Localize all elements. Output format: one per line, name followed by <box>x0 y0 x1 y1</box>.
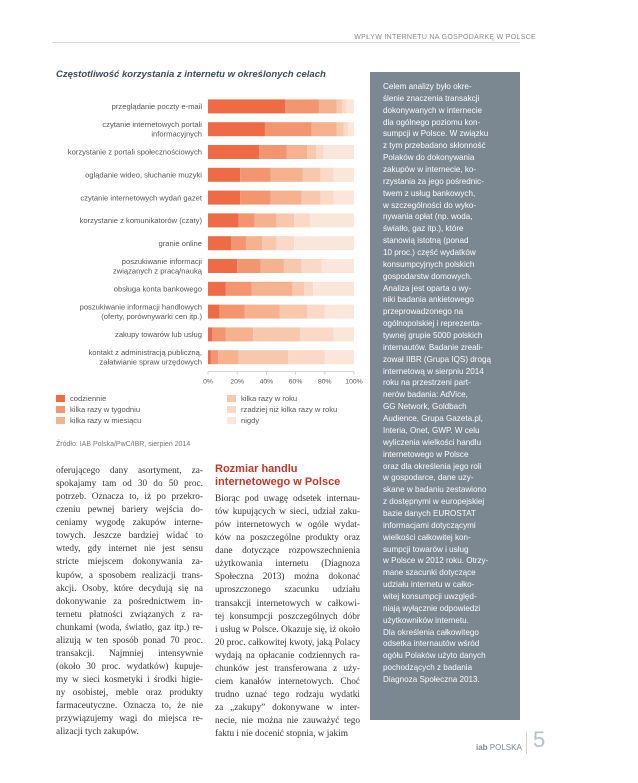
sidebar-line: ogółu Polaków użyto danych <box>383 651 486 661</box>
text-line: tów kupujących w sieci, udział zaku- <box>215 507 360 518</box>
category-label: informacyjnych <box>151 129 202 139</box>
x-tick-label: 100% <box>345 378 363 386</box>
brand-polska: POLSKA <box>487 743 522 752</box>
text-line: dokonywanie za pośrednictwem in- <box>56 596 203 607</box>
legend-label: nigdy <box>241 416 260 425</box>
sidebar-line: rzystania za jego pośrednic- <box>383 176 484 186</box>
bar-segment <box>348 122 354 136</box>
text-line: za „zakupy” dokonywane w inter- <box>215 703 360 713</box>
sidebar-line: konsumpcyjnych polskich <box>383 259 475 269</box>
bar-segment <box>237 259 260 273</box>
text-line: czeniu pewnej bariery wejścia do- <box>56 505 203 516</box>
text-line: dane dotyczące rozpowszechnienia <box>215 546 360 557</box>
sidebar-line: Celem analizy było okre- <box>383 82 472 91</box>
sidebar-line: mane szacunki dotyczące <box>383 568 476 578</box>
text-line: transakcji internetowych w całkowi- <box>215 598 360 609</box>
bar-segment <box>301 191 320 205</box>
text-line: ków na poszczególne produkty oraz <box>215 533 360 544</box>
text-line: uproszczonego szacunku udziału <box>215 585 360 596</box>
bar-segment <box>303 168 321 182</box>
legend-swatch <box>56 395 65 402</box>
bar-segment <box>255 213 277 227</box>
legend-swatch <box>227 406 236 413</box>
text-line: stricte miejscem dokonywania za- <box>56 557 203 568</box>
sidebar-line: Diagnoza Społeczna 2013. <box>383 674 480 684</box>
sidebar-line: nerów badania: AdVice, <box>383 390 468 400</box>
sidebar-line: z dostępnymi w europejskiej <box>383 497 485 507</box>
sidebar-text <box>383 81 491 686</box>
text-line: ny osobistej, meble oraz produkty <box>56 688 203 699</box>
sidebar-line: wielkości całkowitej kon- <box>383 532 471 542</box>
sidebar-line: oraz dla określenia jego roli <box>383 461 482 471</box>
bar-segment <box>245 305 280 319</box>
legend-label: rzadziej niż kilka razy w roku <box>241 405 338 414</box>
category-label: czytanie internetowych wydań gazet <box>80 193 202 203</box>
text-line: użytkowania internetu (Diagnoza <box>215 559 360 570</box>
bar-segment <box>208 145 259 159</box>
bar-segment <box>208 305 220 319</box>
text-line: alizują w ten sposób ponad 70 proc. <box>56 635 203 646</box>
category-label: granie online <box>158 238 202 248</box>
bar-segment <box>239 350 289 364</box>
text-line: ternetu płatności związanych z ra- <box>56 609 203 620</box>
text-line: tej konsumpcji poszczególnych dóbr <box>215 611 360 622</box>
bar-segment <box>287 145 307 159</box>
text-line: spokajamy tam od 30 do 50 proc. <box>56 479 203 490</box>
bar-segment <box>208 327 212 341</box>
sidebar-line: bazie danych EUROSTAT <box>383 508 476 518</box>
bar-segment <box>239 213 255 227</box>
text-line: potrzeb. Oznacza to, iż po przekro- <box>56 492 203 503</box>
bar-segment <box>265 122 312 136</box>
sidebar-line: sumpcji w Polsce. W związku <box>383 129 489 139</box>
sidebar-line: w Polsce w 2012 roku. Otrzy- <box>383 556 489 566</box>
bar-segment <box>347 99 354 113</box>
bar-segment <box>271 168 303 182</box>
bar-segment <box>285 99 319 113</box>
sidebar-line: internetowego w Polsce <box>383 449 469 459</box>
category-label: (oferty, porównywarki cen itp.) <box>101 312 202 322</box>
bar-segment <box>208 213 239 227</box>
category-label: załatwianie spraw urzędowych <box>99 357 202 367</box>
bar-segment <box>334 168 354 182</box>
legend-item <box>56 404 141 415</box>
bar-segment <box>334 191 354 205</box>
text-line: (około 30 proc. wydatków) kupuje- <box>56 661 203 672</box>
bar-segment <box>280 305 308 319</box>
legend-label: codziennie <box>70 394 107 403</box>
text-line: oferującego dany asortyment, za- <box>56 466 203 476</box>
bar-segment <box>320 191 333 205</box>
text-line: wydają na opłacanie codziennych ra- <box>215 650 360 661</box>
text-line: my w sieci kosmetyki i środki higie- <box>56 675 203 685</box>
bar-segment <box>294 236 354 250</box>
sidebar-line: zakupów w internecie, ko- <box>383 165 477 175</box>
legend-item <box>227 393 337 404</box>
text-line: akcji. Osoby, które decydują się na <box>56 583 203 594</box>
bar-segment <box>300 327 334 341</box>
sidebar-line: w szczególności do wyko- <box>383 200 477 210</box>
bar-segment <box>208 259 237 273</box>
text-line: 20 proc. całkowitej kwoty, jaką Polacy <box>215 637 360 648</box>
category-label: zakupy towarów lub usług <box>115 330 202 340</box>
bar-segment <box>293 282 305 296</box>
page-number: 5 <box>533 727 546 752</box>
category-label: przeglądanie poczty e-mail <box>111 102 202 112</box>
category-label: poszukiwanie informacji handlowych <box>79 302 202 312</box>
legend-swatch <box>56 406 65 413</box>
brand-iab: iab <box>476 743 488 752</box>
section-heading <box>215 463 340 489</box>
category-label: obsługa konta bankowego <box>113 284 202 294</box>
legend-label: kilka razy w tygodniu <box>70 405 141 414</box>
chart-title: Częstotliwość korzystania z internetu w określonych celach <box>56 69 326 80</box>
sidebar-line: Dla określenia całkowitego <box>383 627 479 637</box>
sidebar-line: Interia, Onet, GWP. W celu <box>383 425 480 435</box>
sidebar-line: skane w badaniu zestawiono <box>383 485 487 495</box>
legend-column <box>56 393 141 426</box>
sidebar-line: GG Network, Goldbach <box>383 402 467 412</box>
sidebar-line: ślenie znaczenia transakcji <box>383 93 480 103</box>
sidebar-line: w gospodarce, dane uzy- <box>383 473 474 483</box>
sidebar-line: niki badania ankietowego <box>383 295 474 305</box>
category-label: oglądanie wideo, słuchanie muzyki <box>85 170 202 180</box>
bar-segment <box>231 236 246 250</box>
sidebar-line: ogólnopolskiej i reprezenta- <box>383 319 482 329</box>
bar-segment <box>301 259 321 273</box>
category-label: związanych z pracą/nauką <box>112 266 202 276</box>
sidebar-line: Analiza jest oparta o wy- <box>383 283 472 293</box>
chart-source: Źródło: IAB Polska/PwC/IBR, sierpień 2014 <box>56 441 191 448</box>
text-line: kupów, a sposobem realizacji trans- <box>56 570 203 581</box>
bar-segment <box>307 145 316 159</box>
bar-segment <box>220 305 245 319</box>
footer-divider <box>526 732 527 754</box>
category-label: korzystanie z komunikatorów (czaty) <box>79 216 202 226</box>
text-line: chunkami (woda, światło, gaz itp.) re- <box>56 622 203 633</box>
bar-segment <box>284 259 302 273</box>
category-label: kontakt z administracją publiczną, <box>88 348 202 358</box>
heading-line: Rozmiar handlu <box>215 463 298 475</box>
bar-segment <box>252 282 293 296</box>
text-line: i usług w Polsce. Okazuje się, iż około <box>215 624 360 635</box>
sidebar-line: informacjami dotyczącymi <box>383 520 476 530</box>
text-line: alizacji tych zakupów. <box>56 727 139 738</box>
sidebar-line: internetową w sierpniu 2014 <box>383 366 484 376</box>
legend-swatch <box>56 417 65 424</box>
sidebar-line: z tym przebadano skłonność <box>383 141 486 151</box>
bar-segment <box>316 145 323 159</box>
bar-segment <box>288 350 325 364</box>
text-line: przywiązujemy wagi do miejsca re- <box>56 714 203 725</box>
legend-label: kilka razy w roku <box>241 394 298 403</box>
text-line: faktu i nie docenić stopnia, w jakim <box>215 729 348 740</box>
bar-segment <box>325 350 354 364</box>
body-text-middle-column <box>215 493 360 741</box>
bar-segment <box>211 350 218 364</box>
bar-segment <box>334 327 354 341</box>
bar-segment <box>246 236 262 250</box>
bar-segment <box>307 305 325 319</box>
bar-segment <box>294 213 310 227</box>
legend-item <box>227 404 337 415</box>
x-tick-label: 40% <box>259 378 274 386</box>
bar-segment <box>262 236 277 250</box>
sidebar-line: Audience, Grupa Gazeta.pl, <box>383 414 483 424</box>
x-tick-label: 60% <box>288 378 303 386</box>
text-line: wtedy, gdy internet nie jest sensu <box>56 544 203 555</box>
sidebar-line: pochodzących z badania <box>383 663 473 673</box>
legend-label: kilka razy w miesiącu <box>70 416 142 425</box>
bar-segment <box>313 282 354 296</box>
bar-segment <box>310 213 354 227</box>
text-line: towych. Jeszcze bardziej widać to <box>56 531 203 542</box>
bar-segment <box>320 168 333 182</box>
bar-segment <box>208 99 285 113</box>
bar-segment <box>271 191 302 205</box>
bar-segment <box>212 327 225 341</box>
bar-segment <box>253 327 300 341</box>
legend-column <box>227 393 337 426</box>
heading-line: internetowego w Polsce <box>215 476 341 488</box>
bar-segment <box>226 282 252 296</box>
text-line: trudno uznać tego rodzaju wydatki <box>215 689 360 700</box>
sidebar-line: gospodarstw domowych. <box>383 271 473 281</box>
bar-segment <box>208 282 226 296</box>
bar-segment <box>226 327 254 341</box>
sidebar-line: odsetka internautów wśród <box>383 639 480 649</box>
legend-item <box>56 415 141 426</box>
category-label: korzystanie z portali społecznościowych <box>67 147 202 157</box>
text-line: ceniamy wygodę zakupów interne- <box>56 518 203 529</box>
sidebar-line: zował IIBR (Grupa IQS) drogą <box>383 354 491 364</box>
bar-segment <box>240 191 271 205</box>
sidebar-line: światło, gaz itp.), które <box>383 224 464 234</box>
sidebar-line: dokonywanych w internecie <box>383 105 482 115</box>
text-line: pów internetowych w ogóle wydat- <box>215 520 360 531</box>
bar-segment <box>277 236 295 250</box>
bar-segment <box>277 213 295 227</box>
legend-swatch <box>227 395 236 402</box>
bar-segment <box>322 259 354 273</box>
sidebar-line: 10 proc.) część wydatków <box>383 248 476 258</box>
sidebar-line: Polaków do dokonywania <box>383 153 475 163</box>
bar-segment <box>259 145 287 159</box>
legend-swatch <box>227 417 236 424</box>
bar-segment <box>323 145 354 159</box>
footer-brand <box>476 743 522 752</box>
bar-segment <box>319 99 337 113</box>
bar-segment <box>342 99 346 113</box>
bar-segment <box>336 122 343 136</box>
sidebar-line: twem z usług bankowych, <box>383 188 476 198</box>
running-header: WPŁYW INTERNETU NA GOSPODARKĘ W POLSCE <box>354 34 536 41</box>
bar-segment <box>208 168 240 182</box>
bar-segment <box>304 282 313 296</box>
bar-segment <box>344 122 348 136</box>
text-line: transakcji. Najmniej intensywnie <box>56 648 203 659</box>
sidebar-line: roku na przestrzeni part- <box>383 378 471 388</box>
sidebar-line: niają wyłącznie odpowiedzi <box>383 603 481 613</box>
sidebar-line: stanowią istotną (ponad <box>383 236 469 246</box>
sidebar-line: wyliczenia wielkości handlu <box>383 437 482 447</box>
category-label: poszukiwanie informacji <box>121 256 202 266</box>
x-tick-label: 20% <box>230 378 245 386</box>
sidebar-line: tywnej grupie 5000 polskich <box>383 331 483 341</box>
bar-segment <box>261 259 284 273</box>
x-tick-label: 0% <box>203 378 213 386</box>
x-tick-label: 80% <box>317 378 332 386</box>
sidebar-line: sumpcji towarów i usług <box>383 544 469 554</box>
text-line: necie, nie można nie zauważyć tego <box>215 716 360 727</box>
bar-segment <box>325 305 354 319</box>
bar-segment <box>312 122 337 136</box>
sidebar-line: nywania opłat (np. woda, <box>383 212 473 222</box>
sidebar-line: witej konsumpcji uwzględ- <box>383 591 477 601</box>
sidebar-line: użytkowników internetu. <box>383 615 469 625</box>
sidebar-line: przeprowadzonego na <box>383 307 464 317</box>
text-line: Społeczna 2013) można dokonać <box>215 572 360 583</box>
sidebar-line: udziału internetu w całko- <box>383 580 475 590</box>
bar-segment <box>336 99 342 113</box>
bar-segment <box>240 168 271 182</box>
legend-item <box>227 415 337 426</box>
sidebar-line: internautów. Badanie zreali- <box>383 342 483 352</box>
body-text-left-column <box>56 465 203 739</box>
text-line: ciem kanałów internetowych. Choć <box>215 676 360 687</box>
text-line: farmaceutyczne. Oznacza to, że nie <box>56 701 203 712</box>
bar-segment <box>208 191 240 205</box>
text-line: Biorąc pod uwagę odsetek internau- <box>215 494 360 504</box>
bar-segment <box>208 122 265 136</box>
bar-segment <box>218 350 238 364</box>
text-line: chunków jest transferowana z uży- <box>215 663 360 674</box>
sidebar-line: dla ogólnego poziomu kon- <box>383 117 481 127</box>
bar-segment <box>208 350 211 364</box>
bar-segment <box>208 236 231 250</box>
category-label: czytanie internetowych portali <box>102 120 202 130</box>
legend-item <box>56 393 141 404</box>
